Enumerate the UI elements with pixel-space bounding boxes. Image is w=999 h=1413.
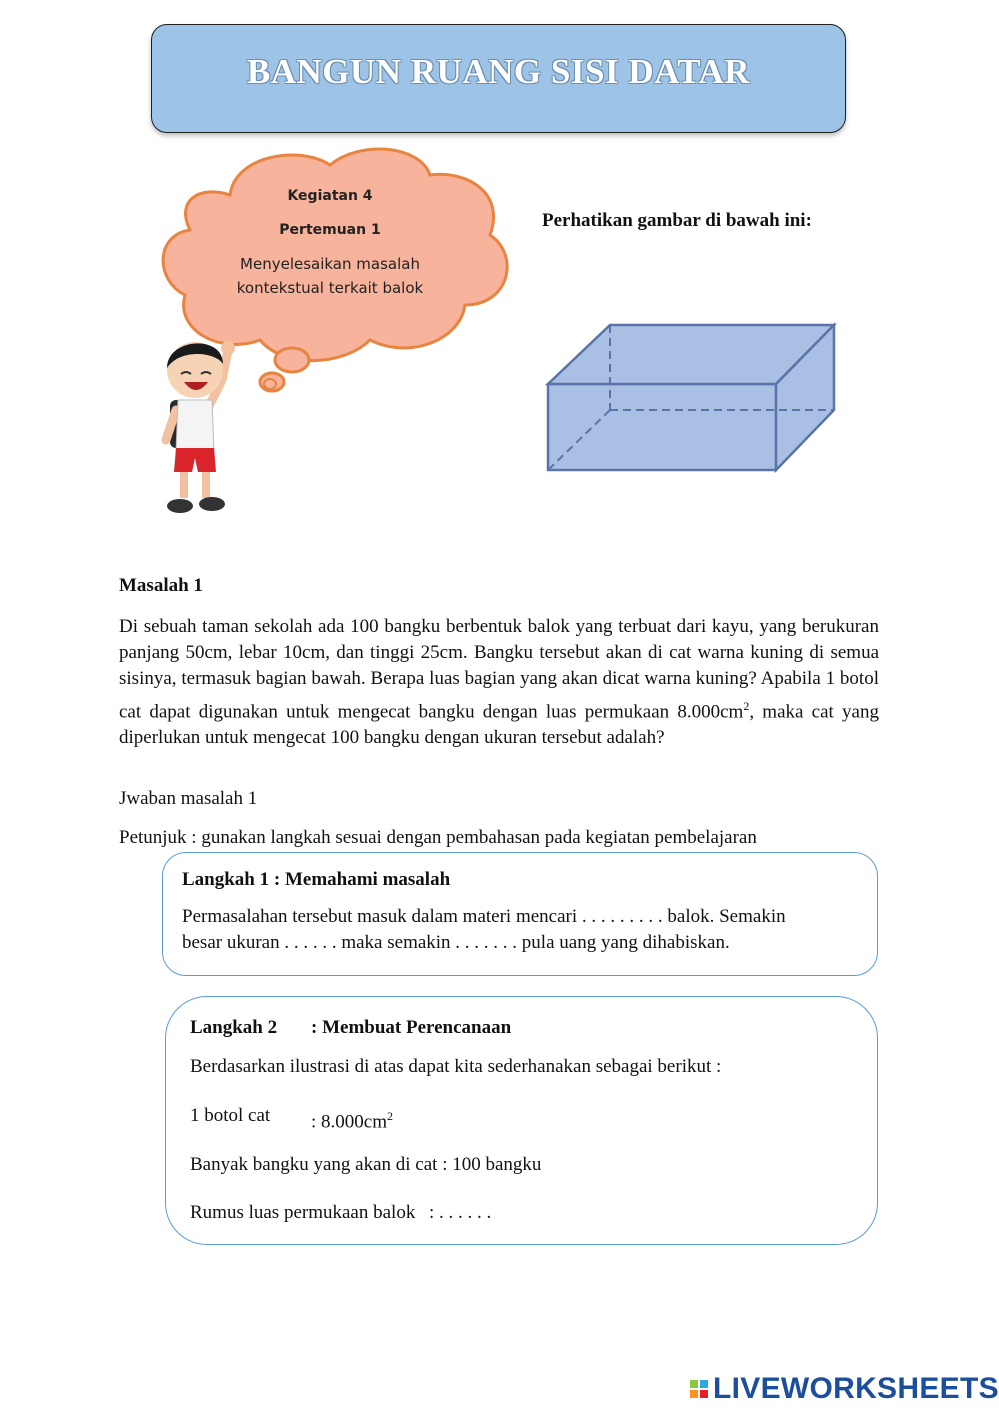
step1-line1: Permasalahan tersebut masuk dalam materi mencari . . . . . . . . . balok. Semakin <box>182 906 786 927</box>
step1-box <box>162 852 878 976</box>
page-title: BANGUN RUANG SISI DATAR <box>246 51 751 91</box>
thought-text <box>215 188 445 300</box>
formula-label: Rumus luas permukaan balok <box>190 1202 416 1223</box>
liveworksheets-logo <box>690 1372 999 1406</box>
figure-caption: Perhatikan gambar di bawah ini: <box>542 210 812 231</box>
step2-box <box>165 996 878 1245</box>
problem-text: Di sebuah taman sekolah ada 100 bangku berbentuk balok yang terbuat dari kayu, yang berukuran panjang 50cm, lebar 10cm, dan tinggi 25cm. Bangku tersebut akan di cat warna kuning di semua sisinya, termasuk bagian bawah. Berapa luas bagian yang akan dicat warna kuning? Apabila 1 botol cat dapat digunakan untuk mengecat bangku dengan luas permukaan $8.000cm^2$, maka cat yang diperlukan untuk mengecat 100 bangku dengan ukuran tersebut adalah? <box>119 616 879 749</box>
student-boy-illustration <box>150 330 250 520</box>
problem-title: Masalah 1 <box>119 575 203 596</box>
step2-title-left: Langkah 2 <box>190 1017 278 1038</box>
objective-text: Menyelesaikan masalah kontekstual terkait balok <box>236 255 424 297</box>
formula-value: : . . . . . . <box>429 1202 492 1223</box>
step2-title-right: : Membuat Perencanaan <box>311 1017 512 1038</box>
step1-title: Langkah 1 : Memahami masalah <box>182 869 451 890</box>
hint-text: Petunjuk : gunakan langkah sesuai dengan pembahasan pada kegiatan pembelajaran <box>119 827 757 848</box>
activity-label: Kegiatan 4 <box>287 188 373 204</box>
step2-intro: Berdasarkan ilustrasi di atas dapat kita sederhanakan sebagai berikut : <box>190 1056 722 1077</box>
logo-mark-icon <box>690 1380 708 1398</box>
step1-line2: besar ukuran . . . . . . maka semakin . . . . . . . pula uang yang dihabiskan. <box>182 932 730 953</box>
meeting-label: Pertemuan 1 <box>279 222 381 238</box>
bottle-label: 1 botol cat <box>190 1105 271 1126</box>
answer-label: Jwaban masalah 1 <box>119 788 258 809</box>
title-banner <box>151 24 846 133</box>
bench-count: Banyak bangku yang akan di cat : 100 bangku <box>190 1154 542 1175</box>
bottle-value: : $8.000cm^2$ <box>311 1109 393 1133</box>
cuboid-figure <box>540 290 850 480</box>
logo-text: LIVEWORKSHEETS <box>713 1372 999 1405</box>
